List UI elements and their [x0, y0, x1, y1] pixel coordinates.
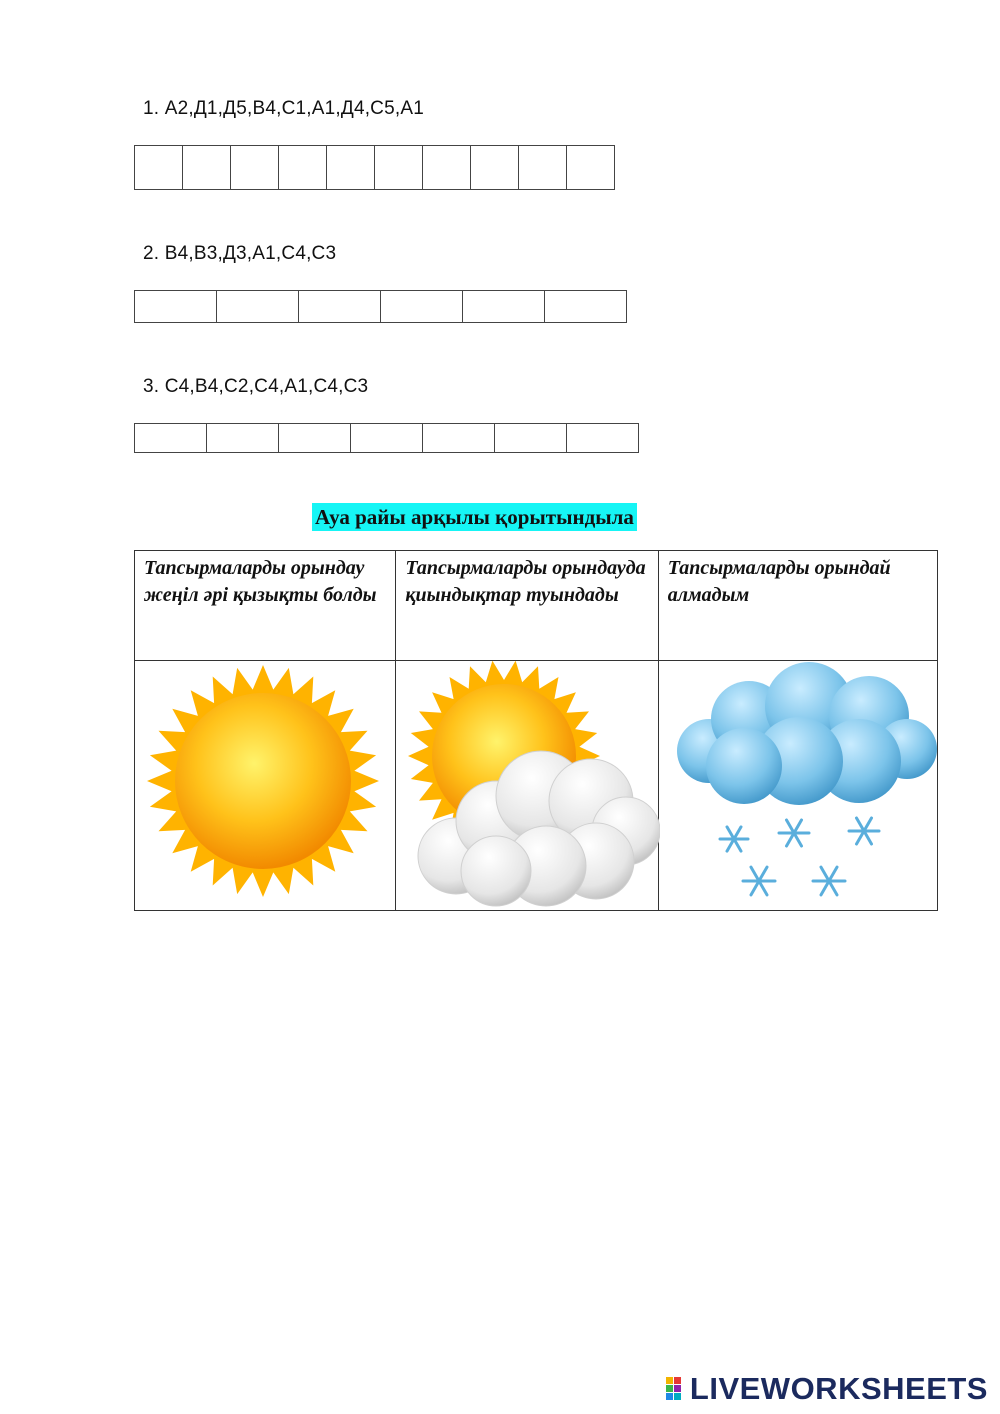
answer-cell[interactable] — [299, 291, 381, 323]
answer-cell[interactable] — [375, 146, 423, 190]
task-2-label: 2. В4,В3,Д3,А1,С4,С3 — [143, 243, 337, 264]
sun-option[interactable] — [135, 661, 396, 911]
snow-cloud-option[interactable] — [658, 661, 937, 911]
task-1-label: 1. А2,Д1,Д5,В4,С1,А1,Д4,С5,А1 — [143, 98, 424, 119]
task-1-answer-grid — [134, 145, 615, 190]
answer-cell[interactable] — [207, 424, 279, 453]
answer-cell[interactable] — [279, 146, 327, 190]
answer-cell[interactable] — [351, 424, 423, 453]
brand-blocks-icon — [666, 1376, 688, 1402]
answer-cell[interactable] — [327, 146, 375, 190]
sun-icon — [135, 661, 397, 911]
answer-cell[interactable] — [381, 291, 463, 323]
task-3-answer-grid — [134, 423, 639, 453]
brand-name: LIVEWORKSHEETS — [689, 1371, 988, 1406]
answer-cell[interactable] — [423, 424, 495, 453]
column-header-easy: Тапсырмаларды орындау жеңіл әрі қызықты болды — [135, 551, 396, 661]
sun-cloud-icon — [396, 661, 660, 911]
answer-cell[interactable] — [423, 146, 471, 190]
reflection-title: Ауа райы арқылы қорытындыла — [312, 503, 637, 531]
column-header-failed: Тапсырмаларды орындай алмадым — [658, 551, 937, 661]
answer-cell[interactable] — [135, 424, 207, 453]
task-2-answer-grid — [134, 290, 627, 323]
answer-cell[interactable] — [217, 291, 299, 323]
answer-cell[interactable] — [135, 146, 183, 190]
sun-cloud-option[interactable] — [396, 661, 658, 911]
answer-cell[interactable] — [519, 146, 567, 190]
answer-cell[interactable] — [135, 291, 217, 323]
answer-cell[interactable] — [567, 146, 615, 190]
answer-cell[interactable] — [545, 291, 627, 323]
answer-cell[interactable] — [463, 291, 545, 323]
column-header-difficult: Тапсырмаларды орындауда қиындықтар туындады — [396, 551, 658, 661]
reflection-table — [134, 550, 938, 911]
snow-cloud-icon — [659, 661, 947, 911]
answer-cell[interactable] — [279, 424, 351, 453]
answer-cell[interactable] — [495, 424, 567, 453]
answer-cell[interactable] — [567, 424, 639, 453]
liveworksheets-logo[interactable] — [666, 1371, 988, 1407]
answer-cell[interactable] — [471, 146, 519, 190]
answer-cell[interactable] — [231, 146, 279, 190]
answer-cell[interactable] — [183, 146, 231, 190]
task-3-label: 3. С4,В4,С2,С4,А1,С4,С3 — [143, 376, 369, 397]
